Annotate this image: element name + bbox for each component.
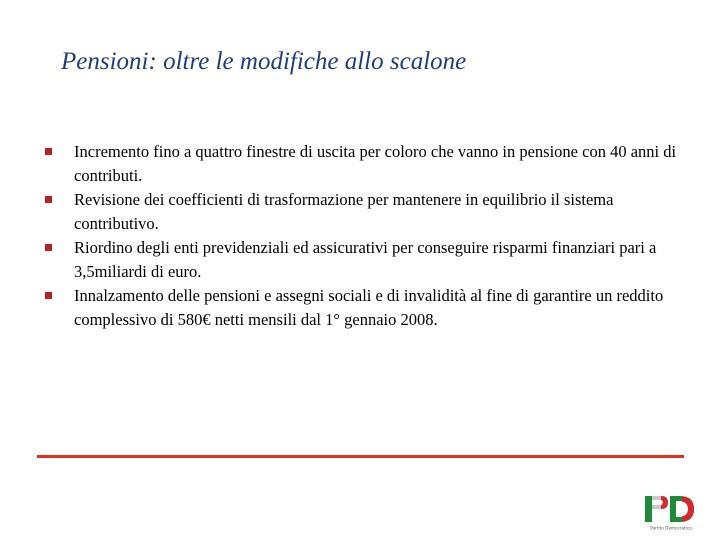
bullet-text: Revisione dei coefficienti di trasformazione per mantenere in equilibrio il sistema contributivo. <box>74 190 614 233</box>
square-bullet-icon <box>45 196 52 203</box>
footer-divider <box>37 455 684 458</box>
bullet-text: Incremento fino a quattro finestre di uscita per coloro che vanno in pensione con 40 anni di contributi. <box>74 142 677 185</box>
square-bullet-icon <box>45 244 52 251</box>
square-bullet-icon <box>45 292 52 299</box>
slide-title: Pensioni: oltre le modifiche allo scalone <box>61 48 467 75</box>
svg-text:Partito Democratico: Partito Democratico <box>650 525 692 531</box>
bullet-text: Riordino degli enti previdenziali ed assicurativi per conseguire risparmi finanziari pari a 3,5miliardi di euro. <box>74 238 657 281</box>
bullet-item <box>44 284 694 332</box>
bullet-item <box>44 188 694 236</box>
bullet-list <box>44 140 694 332</box>
pd-logo <box>643 492 699 532</box>
bullet-text: Innalzamento delle pensioni e assegni sociali e di invalidità al fine di garantire un reddito complessivo di 580€ netti mensili dal 1° gennaio 2008. <box>74 286 664 329</box>
bullet-item <box>44 236 694 284</box>
bullet-item <box>44 140 694 188</box>
square-bullet-icon <box>45 148 52 155</box>
